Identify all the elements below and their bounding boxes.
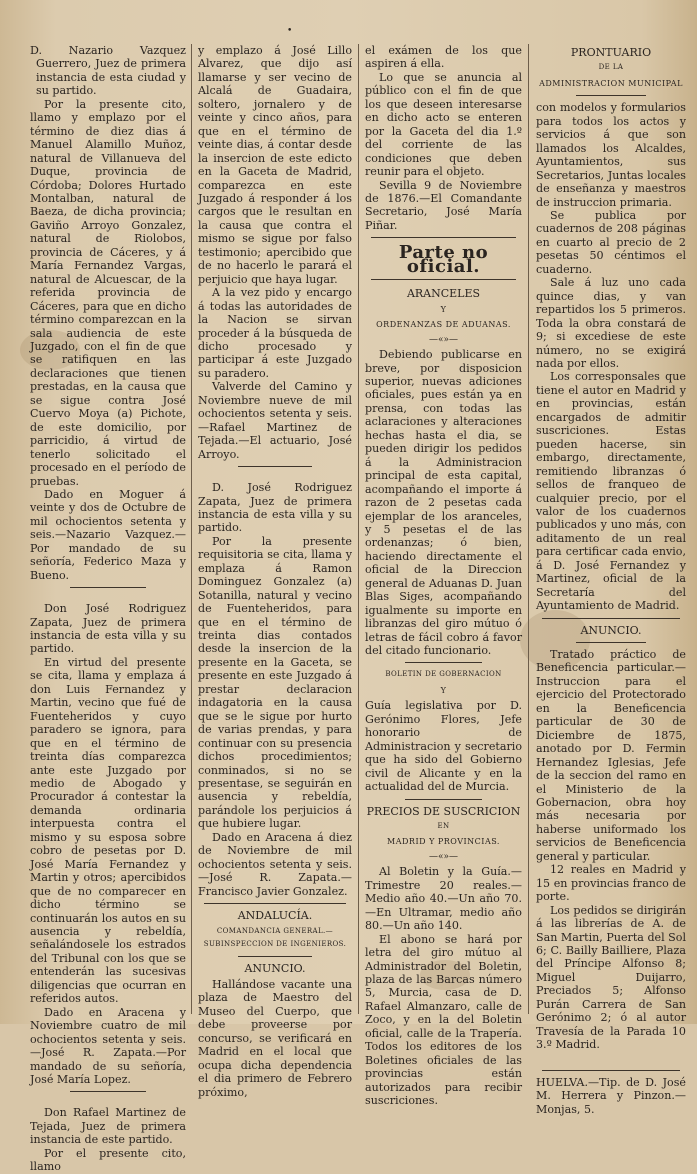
separator [238, 466, 312, 467]
museum-announcement: Hallándose vacante una plaza de Maestro del Museo del Cuerpo, que debe proveerse por concurso, se verificará en Madrid en el local que ocupa dicha dependencia el dia primero de Febrero próximo, [198, 977, 352, 1099]
column-rule-2 [358, 44, 359, 1014]
separator [238, 956, 312, 957]
separator [405, 662, 482, 663]
separator [576, 642, 646, 643]
announcement-continued: el exámen de los que aspiren á ella. [365, 44, 522, 71]
edict-4-body: Por la presente requisitoria se cita, llama y emplaza á Ramon Dominguez Gonzalez (a) Sotanilla, natural y vecino de Fuenteheridos, para que en el término de treinta dias contados desde la insercion de la presente en la Gaceta, se presente en este Juzgado á prestar declaracion indagatoria en la causa que se le sigue por hurto de varias prendas, y para continuar con su presencia dichos procedimientos; conminados, si no se presentase, se seguirán en ausencia y rebeldía, parándole los perjuicios á que hubiere lugar. [198, 534, 352, 831]
column-3 [365, 44, 522, 1108]
beneficencia-text: Tratado práctico de Beneficencia particular.—Instruccion para el ejercicio del Protectorado en la Beneficencia particular de 30 de Diciembre de 1875, anotado por D. Fermin Hernandez Iglesias, Jefe de la seccion del ramo en el Ministerio de la Gobernacion, obra hoy más necesaria por haberse uniformado los servicios de Beneficencia general y particular. [536, 648, 686, 863]
separator [576, 95, 646, 96]
beneficencia-orders: Los pedidos se dirigirán á las librerías de A. de San Martin, Puerta del Sol 6; C. Bailly Bailliere, Plaza del Príncipe Alfonso 8; Miguel Duijarro, Preciados 5; Alfonso Purán Carrera de San Gerónimo 2; ó al autor Travesía de la Parada 10 3.º Madrid. [536, 903, 687, 1052]
separator [70, 587, 146, 588]
separator [204, 903, 346, 904]
aranceles-subtitle: ORDENANZAS DE ADUANAS. [376, 320, 511, 330]
edict-2-body: En virtud del presente se cita, llama y emplaza á don Luis Fernandez y Martin, vecino que fué de Fuenteheridos y cuyo paradero se ignora, para que en el término de treinta días comparezca ante este Juzgado por medio de Abogado y Procurador á contestar la demanda ordinaria interpuesta contra el mismo y su esposa sobre cobro de pesetas por D. José María Fernandez y Martin y otros; apercibidos que de no comparecer en dicho término se continuarán los autos en su ausencia y rebeldía, señalándosele los estrados del Tribunal con los que se entenderán las sucesivas diligencias que ocurran en referidos autos. [30, 655, 186, 1006]
printer-imprint: HUELVA.—Tip. de D. José M. Herrera y Pinzon.—Monjas, 5. [536, 1075, 686, 1116]
prontuario-schedule: Sale á luz uno cada quince dias, y van repartidos los 5 primeros. Toda la obra constará de 9; si excediese de este número, no se exigirá nada por ellos. [536, 276, 686, 370]
ornament: —«»— [428, 334, 458, 345]
separator [542, 618, 680, 619]
edict-3-body: y emplazo á José Lillo Alvarez, que dijo así llamarse y ser vecino de Alcalá de Guadaira, soltero, jornalero y de veinte y cinco años, para que en el término de veinte dias, á contar desde la insercion de este edicto en la Gaceta de Madrid, comparezca en este Juzgado á responder á los cargos que le resultan en la causa que contra el mismo se sigue por falso testimonio; apercibido que de no hacerlo le parará el perjuicio que haya lugar. [198, 44, 352, 286]
separator [542, 1070, 680, 1071]
ornament: —«»— [428, 851, 458, 862]
column-rule-1 [191, 44, 192, 1014]
beneficencia-price: 12 reales en Madrid y 15 en provincias franco de porte. [536, 863, 686, 904]
separator [371, 237, 516, 240]
aranceles-conjunction: Y [440, 304, 447, 314]
boletin-title: BOLETIN DE GOBERNACION [385, 670, 502, 679]
precios-en: EN [437, 822, 450, 831]
region-heading: ANDALUCÍA. [237, 909, 313, 923]
top-mark: • [287, 26, 293, 36]
prontuario-subscriptions: Los corresponsales que tiene el autor en Madrid y en provincias, están encargados de admitir suscriciones. Estas pueden hacerse, sin embargo, directamente, remitiendo libranzas ó sellos de franqueo de cualquier precio, por el valor de los cuadernos publicados y uno más, con aditamento de un real para certificar cada envio, á D. José Fernandez y Martinez, oficial de la Secretaría del Ayuntamiento de Madrid. [536, 370, 686, 613]
separator [405, 799, 482, 800]
column-1 [30, 44, 186, 1174]
announcement-signature: Sevilla 9 de Noviembre de 1876.—El Comandante Secretario, José María Piñar. [365, 178, 522, 232]
prontuario-title: PRONTUARIO [570, 46, 652, 59]
col4-announcement-heading: ANUNCIO. [580, 623, 642, 637]
edict-1-body: Por la presente cito, llamo y emplazo por el término de diez dias á Manuel Alamillo Muñoz, natural de Villanueva del Duque, provincia de Córdoba; Dolores Hurtado Montalban, natural de Baeza, de dicha provincia; Gaviño Arroyo Gonzalez, natural de Riolobos, provincia de Cáceres, y á María Fernandez Vargas, natural de Alcuescar, de la referida provincia de Cáceres, para que en dicho término comparezcan en la sala audiencia de este Juzgado, con el fin de que se ratifiquen en las declaraciones que tienen prestadas, en la causa que se sigue contra José Cuervo Moya (a) Pichote, de este domicilio, por parricidio, á virtud de tenerlo solicitado el procesado en el período de pruebas. [30, 97, 186, 488]
precios-payment: El abono se hará por letra del giro mútuo al Administrador del Boletin, plaza de las Barcas número 5, Murcia, casa de D. Rafael Almanzaro, calle de Zoco, y en la del Boletin oficial, calle de la Trapería. Todos los editores de los Boletines oficiales de las provincias están autorizados para recibir suscriciones. [365, 932, 522, 1108]
edict-1-signature: Dado en Moguer á veinte y dos de Octubre de mil ochocientos setenta y seis.—Nazario Vazquez.—Por mandado de su señoría, Federico Maza y Bueno. [30, 487, 186, 582]
separator [70, 1091, 146, 1092]
boletin-text: Guía legislativa por D. Gerónimo Flores, Jefe honorario de Administracion y secretario que ha sido del Gobierno civil de Alicante y en la actualidad del de Murcia. [365, 699, 522, 794]
announcement-heading: ANUNCIO. [244, 962, 306, 976]
section-heading-parte-no-oficial: Parte no oficial. [398, 242, 489, 277]
precios-subtitle: MADRID Y PROVINCIAS. [387, 837, 500, 847]
prontuario-price: Se publica por cuadernos de 208 páginas en cuarto al precio de 2 pesetas 50 céntimos el cuaderno. [536, 208, 686, 276]
column-2 [198, 44, 352, 1099]
edict-3-heading: Don Rafael Martinez de Tejada, Juez de primera instancia de este partido. [30, 1106, 186, 1147]
precios-title: PRECIOS DE SUSCRICION [366, 804, 521, 818]
prontuario-subtitle: ADMINISTRACION MUNICIPAL [539, 78, 683, 88]
separator [371, 279, 516, 282]
edict-2-heading: Don José Rodriguez Zapata, Juez de primera instancia de esta villa y su partido. [30, 602, 186, 656]
edict-2-signature: Dado en Aracena y Noviembre cuatro de mil ochocientos setenta y seis.—José R. Zapata.—Por mandado de su señoría, José María Lopez. [30, 1005, 186, 1086]
precios-rates: Al Boletin y la Guía.—Trimestre 20 reales.—Medio año 40.—Un año 70.—En Ultramar, medio año 80.—Un año 140. [365, 865, 522, 933]
aranceles-title: ARANCELES [406, 287, 481, 301]
aranceles-text: Debiendo publicarse en breve, por disposicion superior, nuevas adiciones oficiales, pues están ya en prensa, con todas las aclaraciones y alteraciones hechas hasta el dia, se pueden dirigir los pedidos á la Administracion principal de esta capital, acompañando el importe á razon de 2 pesetas cada ejemplar de los aranceles, y 5 pesetas el de las ordenanzas; ó bien, haciendo directamente el oficial de la Direccion general de Aduanas D. Juan Blas Siges, acompañando igualmente su importe en libranzas del giro mútuo ó letras de fácil cobro á favor del citado funcionario. [365, 348, 522, 658]
column-4 [536, 44, 686, 1116]
department-heading: COMANDANCIA GENERAL.—SUBINSPECCION DE INGENIEROS. [203, 926, 347, 948]
edict-3-signature: Valverde del Camino y Noviembre nueve de mil ochocientos setenta y seis.—Rafael Martinez de Tejada.—El actuario, José Arroyo. [198, 380, 352, 461]
edict-3-body-start: Por el presente cito, llamo [30, 1146, 186, 1174]
prontuario-de: DE LA [598, 63, 624, 72]
edict-3-request: A la vez pido y encargo á todas las autoridades de la Nacion se sirvan proceder á la búsqueda de dicho procesado y participar á este Juzgado su paradero. [198, 286, 352, 380]
edict-4-signature: Dado en Aracena á diez de Noviembre de mil ochocientos setenta y seis.—José R. Zapata.—Francisco Javier Gonzalez. [198, 830, 352, 898]
column-rule-3 [528, 44, 529, 1014]
prontuario-intro: con modelos y formularios para todos los actos y servicios á que son llamados los Alcaldes, Ayuntamientos, sus Secretarios, Juntas locales de enseñanza y maestros de instruccion primaria. [536, 101, 686, 209]
announcement-notice: Lo que se anuncia al público con el fin de que los que deseen interesarse en dicho acto se enteren por la Gaceta del dia 1.º del corriente de las condiciones que deben reunir para el objeto. [365, 70, 522, 179]
boletin-conjunction: Y [440, 685, 447, 695]
edict-4-heading: D. José Rodriguez Zapata, Juez de primera instancia de esta villa y su partido. [198, 481, 352, 535]
edict-1-heading: D. Nazario Vazquez Guerrero, Juez de primera instancia de esta ciudad y su partido. [30, 44, 186, 98]
